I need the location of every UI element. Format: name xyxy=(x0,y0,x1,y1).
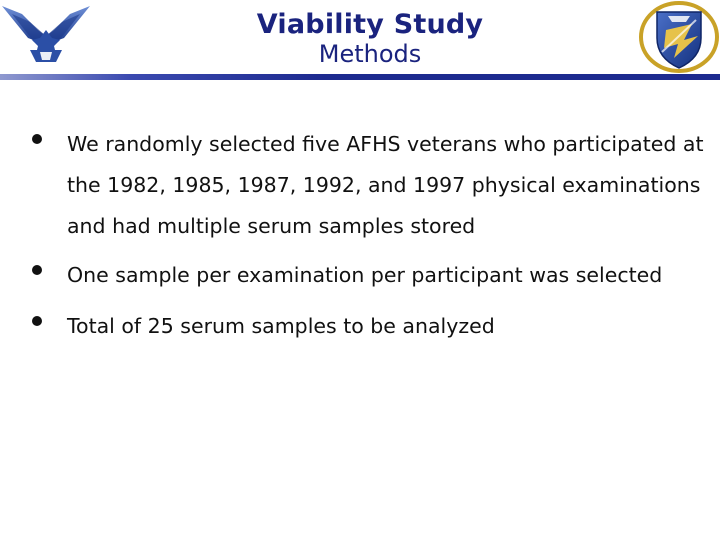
slide-header xyxy=(0,0,720,86)
list-item xyxy=(0,124,707,247)
bullet-icon xyxy=(32,134,42,144)
bullet-text: Total of 25 serum samples to be analyzed xyxy=(67,314,495,338)
bullet-icon xyxy=(32,316,42,326)
slide-title: Viability Study xyxy=(256,9,484,40)
slide-subtitle: Methods xyxy=(318,40,422,68)
bullet-icon xyxy=(32,265,42,275)
list-item xyxy=(0,255,707,296)
bullet-list xyxy=(0,124,720,347)
bullet-text: One sample per examination per participant was selected xyxy=(67,263,663,287)
bullet-text: We randomly selected five AFHS veterans who participated at the 1982, 1985, 1987, 1992, and 1997 physical examinations and had multiple serum samples stored xyxy=(67,132,704,238)
air-force-wings-logo xyxy=(0,0,92,76)
list-item xyxy=(0,306,707,347)
title-block xyxy=(180,8,560,67)
air-force-research-laboratory-shield xyxy=(638,0,720,76)
header-divider xyxy=(0,74,720,80)
